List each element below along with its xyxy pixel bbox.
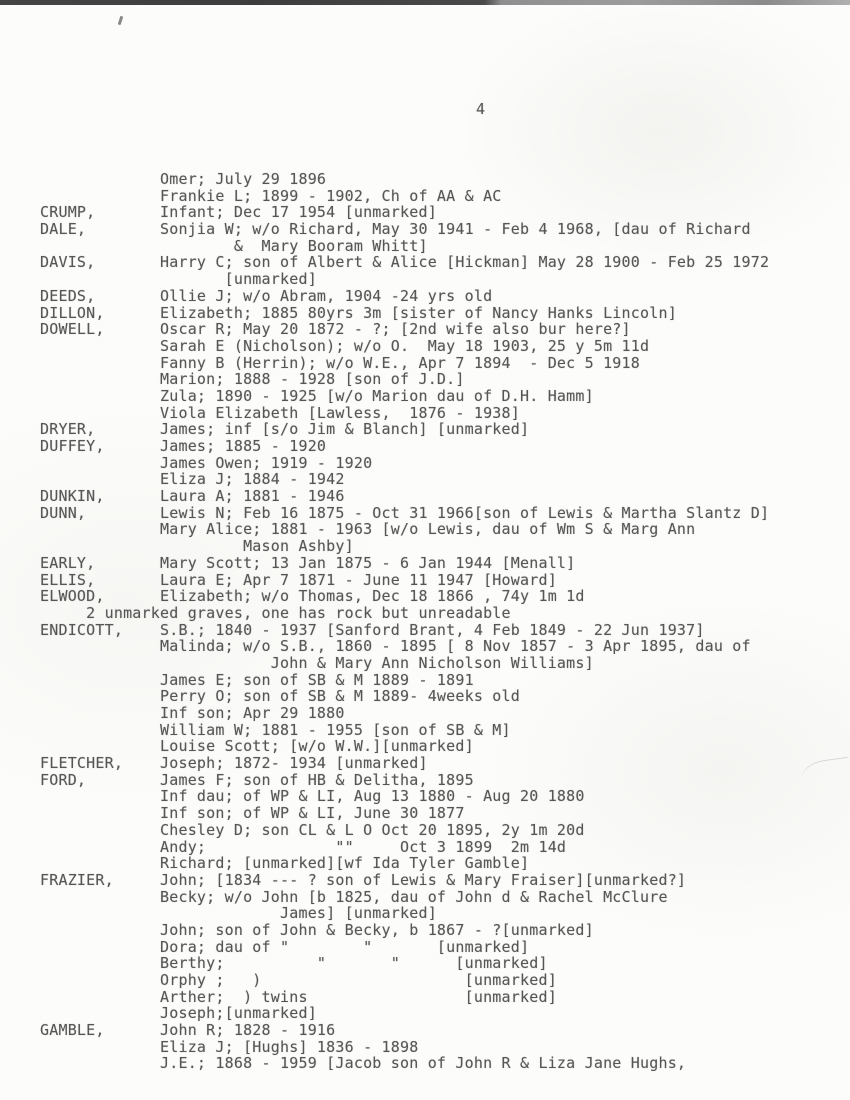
record-line: GAMBLE, John R; 1828 - 1916 [40, 1021, 336, 1040]
record-line: DUNN, Lewis N; Feb 16 1875 - Oct 31 1966[son of Lewis & Martha Slantz D] [40, 503, 770, 522]
record-line: Inf dau; of WP & LI, Aug 13 1880 - Aug 20 1880 [40, 787, 585, 806]
record-line: Eliza J; 1884 - 1942 [40, 470, 345, 489]
record-line: J.E.; 1868 - 1959 [Jacob son of John R & Liza Jane Hughs, [40, 1054, 687, 1073]
record-line: [unmarked] [40, 270, 317, 289]
record-line: Inf son; of WP & LI, June 30 1877 [40, 804, 465, 823]
record-line: DILLON, Elizabeth; 1885 80yrs 3m [sister of Nancy Hanks Lincoln] [40, 303, 677, 322]
record-line: William W; 1881 - 1955 [son of SB & M] [40, 720, 511, 739]
record-line: James Owen; 1919 - 1920 [40, 453, 373, 472]
record-line: Viola Elizabeth [Lawless, 1876 - 1938] [40, 403, 520, 422]
record-line: Inf son; Apr 29 1880 [40, 704, 345, 722]
record-line: 2 unmarked graves, one has rock but unreadable [40, 603, 511, 622]
record-line: Frankie L; 1899 - 1902, Ch of AA & AC [40, 186, 502, 205]
record-line: DAVIS, Harry C; son of Albert & Alice [Hickman] May 28 1900 - Feb 25 1972 [40, 253, 770, 272]
record-line: Fanny B (Herrin); w/o W.E., Apr 7 1894 - Dec 5 1918 [40, 353, 640, 372]
record-line: James] [unmarked] [40, 904, 437, 923]
record-line: Mason Ashby] [40, 537, 354, 556]
record-line: Berthy; " " [unmarked] [40, 954, 548, 973]
record-line: John & Mary Ann Nicholson Williams] [40, 653, 594, 672]
page-number: 4 [476, 100, 486, 118]
record-line: FRAZIER, John; [1834 --- ? son of Lewis & Mary Fraiser][unmarked?] [40, 870, 687, 889]
record-line: Omer; July 29 1896 [40, 170, 327, 188]
record-line: Becky; w/o John [b 1825, dau of John d & Rachel McClure [40, 887, 668, 906]
record-line: Louise Scott; [w/o W.W.][unmarked] [40, 737, 474, 756]
record-line: John; son of John & Becky, b 1867 - ?[unmarked] [40, 920, 594, 939]
record-line: DUNKIN, Laura A; 1881 - 1946 [40, 487, 345, 506]
record-line: Joseph;[unmarked] [40, 1004, 317, 1023]
record-line: Orphy ; ) [unmarked] [40, 971, 557, 989]
record-line: ELWOOD, Elizabeth; w/o Thomas, Dec 18 1866 , 74y 1m 1d [40, 587, 585, 606]
scan-edge-artifact [0, 0, 850, 5]
record-line: ELLIS, Laura E; Apr 7 1871 - June 11 1947 [Howard] [40, 570, 557, 589]
record-line: FORD, James F; son of HB & Delitha, 1895 [40, 770, 474, 789]
record-line: Malinda; w/o S.B., 1860 - 1895 [ 8 Nov 1857 - 3 Apr 1895, dau of [40, 637, 751, 656]
record-line: CRUMP, Infant; Dec 17 1954 [unmarked] [40, 203, 437, 222]
record-line: Arther; ) twins [unmarked] [40, 987, 557, 1006]
record-line: DEEDS, Ollie J; w/o Abram, 1904 -24 yrs old [40, 286, 493, 305]
record-line: Richard; [unmarked][wf Ida Tyler Gamble] [40, 854, 530, 873]
record-line: Chesley D; son CL & L O Oct 20 1895, 2y 1m 20d [40, 820, 585, 839]
scan-smudge [800, 757, 850, 794]
record-line: ENDICOTT, S.B.; 1840 - 1937 [Sanford Brant, 4 Feb 1849 - 22 Jun 1937] [40, 620, 705, 639]
record-line: Andy; "" Oct 3 1899 2m 14d [40, 837, 567, 856]
record-line: DRYER, James; inf [s/o Jim & Blanch] [unmarked] [40, 420, 530, 439]
record-line: DUFFEY, James; 1885 - 1920 [40, 437, 327, 455]
record-line: Sarah E (Nicholson); w/o O. May 18 1903, 25 y 5m 11d [40, 336, 650, 355]
record-line: & Mary Booram Whitt] [40, 236, 428, 255]
record-line: James E; son of SB & M 1889 - 1891 [40, 670, 474, 689]
cemetery-records-list [40, 171, 769, 1072]
record-line: Dora; dau of " " [unmarked] [40, 937, 530, 956]
record-line: Mary Alice; 1881 - 1963 [w/o Lewis, dau of Wm S & Marg Ann [40, 520, 696, 539]
record-line: Perry O; son of SB & M 1889- 4weeks old [40, 687, 520, 706]
record-line: EARLY, Mary Scott; 13 Jan 1875 - 6 Jan 1944 [Menall] [40, 553, 576, 572]
record-line: FLETCHER, Joseph; 1872- 1934 [unmarked] [40, 754, 428, 773]
record-line: Marion; 1888 - 1928 [son of J.D.] [40, 370, 465, 389]
scan-speck [118, 16, 124, 25]
record-line: Eliza J; [Hughs] 1836 - 1898 [40, 1037, 419, 1056]
record-line: DALE, Sonjia W; w/o Richard, May 30 1941 - Feb 4 1968, [dau of Richard [40, 220, 751, 239]
record-line: DOWELL, Oscar R; May 20 1872 - ?; [2nd wife also bur here?] [40, 320, 631, 339]
record-line: Zula; 1890 - 1925 [w/o Marion dau of D.H. Hamm] [40, 386, 594, 405]
